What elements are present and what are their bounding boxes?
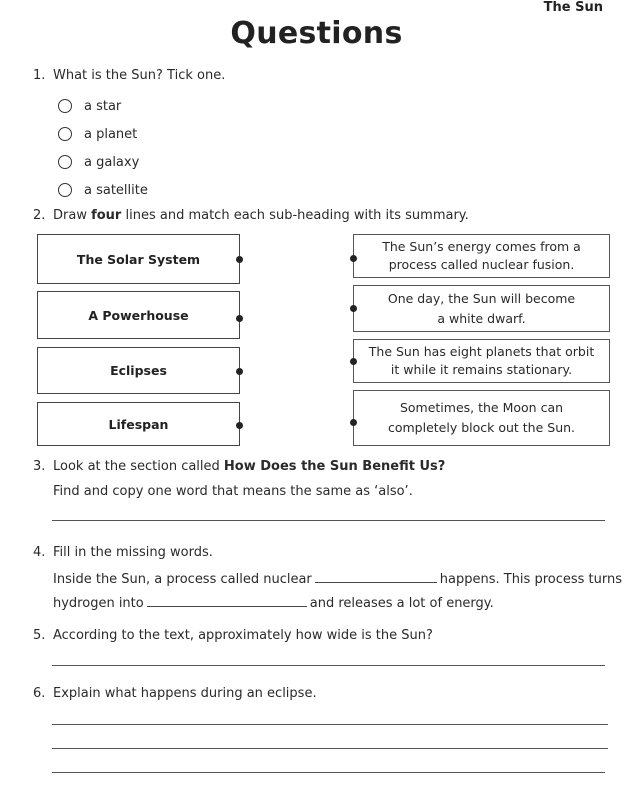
cloze-line-1 bbox=[53, 570, 622, 587]
answer-line[interactable] bbox=[52, 520, 605, 521]
question-prompt: Fill in the missing words. bbox=[53, 545, 213, 560]
match-dot-icon[interactable] bbox=[236, 256, 243, 263]
summary-box-eight-planets[interactable] bbox=[353, 339, 610, 383]
question-prompt: Explain what happens during an eclipse. bbox=[53, 686, 317, 701]
question-prompt: According to the text, approximately how wide is the Sun? bbox=[53, 628, 433, 643]
question-number: 2. bbox=[33, 208, 46, 223]
subheading-box-lifespan[interactable] bbox=[37, 402, 240, 446]
summary-box-nuclear-fusion[interactable] bbox=[353, 234, 610, 278]
summary-text bbox=[369, 343, 594, 379]
option-a-galaxy[interactable] bbox=[58, 153, 139, 171]
summary-line: it while it remains stationary. bbox=[390, 362, 573, 377]
answer-line[interactable] bbox=[52, 772, 605, 773]
option-a-planet[interactable] bbox=[58, 125, 137, 143]
match-dot-icon[interactable] bbox=[236, 315, 243, 322]
answer-line[interactable] bbox=[52, 748, 608, 749]
cloze-line-2 bbox=[53, 594, 494, 611]
question-number: 3. bbox=[33, 459, 46, 474]
option-a-satellite[interactable] bbox=[58, 181, 148, 199]
subheading-label: A Powerhouse bbox=[88, 307, 189, 323]
cloze-text: and releases a lot of energy. bbox=[309, 596, 494, 611]
summary-text bbox=[388, 398, 575, 438]
question-number: 4. bbox=[33, 545, 46, 560]
answer-line[interactable] bbox=[52, 665, 605, 666]
question-number: 5. bbox=[33, 628, 46, 643]
match-dot-icon[interactable] bbox=[350, 358, 357, 365]
prompt-emphasis: four bbox=[91, 208, 122, 223]
summary-line: The Sun’s energy comes from a bbox=[382, 239, 581, 254]
question-number: 6. bbox=[33, 686, 46, 701]
match-dot-icon[interactable] bbox=[350, 419, 357, 426]
summary-line: Sometimes, the Moon can bbox=[399, 400, 564, 415]
subheading-label: Lifespan bbox=[108, 416, 169, 432]
subheading-box-powerhouse[interactable] bbox=[37, 291, 240, 339]
prompt-text: lines and match each sub-heading with its summary. bbox=[121, 208, 469, 223]
page-title: Questions bbox=[230, 16, 403, 51]
section-name: How Does the Sun Benefit Us? bbox=[223, 459, 446, 474]
summary-line: a white dwarf. bbox=[437, 310, 526, 326]
question-prompt: What is the Sun? Tick one. bbox=[53, 68, 226, 83]
match-dot-icon[interactable] bbox=[350, 255, 357, 262]
summary-line: The Sun has eight planets that orbit bbox=[368, 344, 595, 359]
match-dot-icon[interactable] bbox=[350, 305, 357, 312]
radio-circle-icon[interactable] bbox=[58, 155, 72, 169]
option-label: a satellite bbox=[84, 182, 148, 198]
radio-circle-icon[interactable] bbox=[58, 99, 72, 113]
summary-line: process called nuclear fusion. bbox=[388, 257, 575, 272]
cloze-text: Inside the Sun, a process called nuclear bbox=[53, 572, 312, 587]
worksheet-topic: The Sun bbox=[543, 0, 603, 15]
summary-box-white-dwarf[interactable] bbox=[353, 285, 610, 332]
question-prompt bbox=[53, 459, 445, 474]
subheading-box-eclipses[interactable] bbox=[37, 347, 240, 394]
subheading-label: The Solar System bbox=[76, 251, 201, 267]
prompt-text: Look at the section called bbox=[53, 459, 224, 474]
match-dot-icon[interactable] bbox=[236, 422, 243, 429]
summary-line: One day, the Sun will become bbox=[387, 290, 576, 306]
question-sub-prompt: Find and copy one word that means the same as ‘also’. bbox=[53, 484, 413, 499]
option-label: a galaxy bbox=[84, 154, 140, 170]
question-prompt bbox=[53, 208, 469, 223]
subheading-box-solar-system[interactable] bbox=[37, 234, 240, 284]
answer-line[interactable] bbox=[52, 724, 608, 725]
radio-circle-icon[interactable] bbox=[58, 183, 72, 197]
summary-box-moon-block[interactable] bbox=[353, 390, 610, 446]
prompt-text: Draw bbox=[53, 208, 92, 223]
summary-line: completely block out the Sun. bbox=[387, 420, 576, 435]
match-dot-icon[interactable] bbox=[236, 368, 243, 375]
cloze-text: hydrogen into bbox=[53, 596, 144, 611]
cloze-text: happens. This process turns bbox=[439, 572, 623, 587]
option-a-star[interactable] bbox=[58, 97, 121, 115]
summary-text bbox=[388, 289, 575, 329]
blank-input-1[interactable] bbox=[315, 570, 437, 583]
radio-circle-icon[interactable] bbox=[58, 127, 72, 141]
option-label: a star bbox=[84, 98, 122, 114]
question-number: 1. bbox=[33, 68, 46, 83]
option-label: a planet bbox=[84, 126, 138, 142]
subheading-label: Eclipses bbox=[110, 363, 167, 378]
blank-input-2[interactable] bbox=[147, 594, 307, 607]
summary-text bbox=[382, 238, 581, 274]
